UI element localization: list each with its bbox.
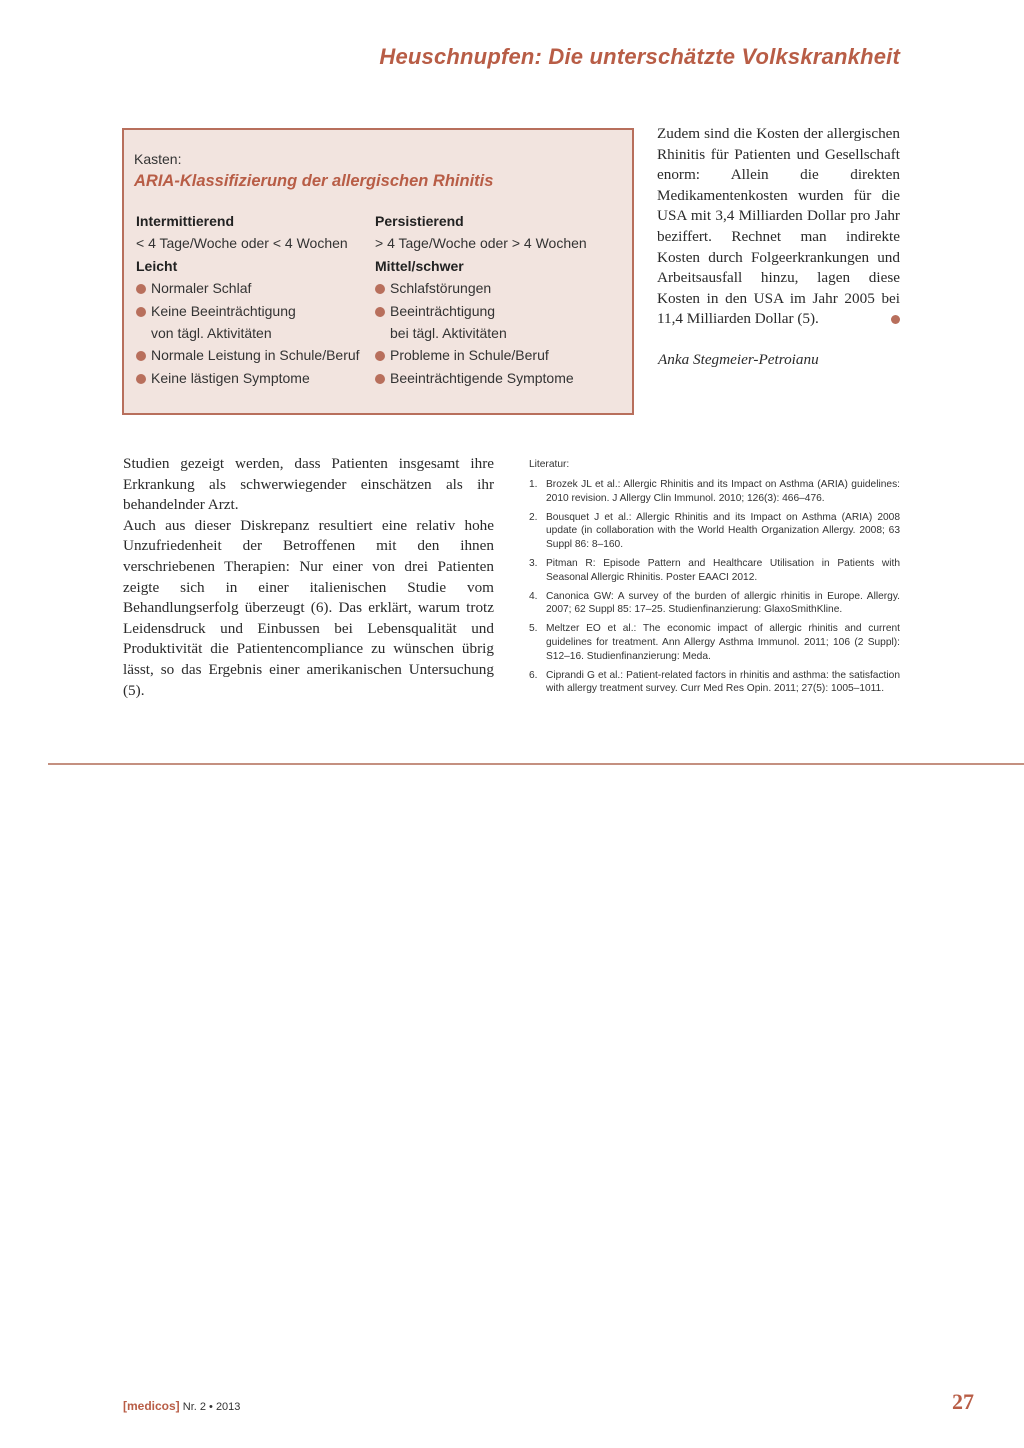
column-heading: Intermittierend: [136, 213, 235, 229]
magazine-brand: [medicos]: [123, 1399, 180, 1413]
list-item: Probleme in Schule/Beruf: [375, 344, 611, 366]
column-criterion: < 4 Tage/Woche oder < 4 Wochen: [136, 235, 348, 252]
list-item: Keine Beeinträchtigung: [136, 300, 372, 322]
bullet-icon: [136, 284, 146, 294]
literature-heading: Literatur:: [529, 459, 570, 470]
author-name: Anka Stegmeier-Petroianu: [658, 351, 819, 368]
list-item: Beeinträchtigende Symptome: [375, 367, 611, 389]
bullet-icon: [375, 284, 385, 294]
horizontal-divider: [48, 763, 1024, 765]
paragraph: Zudem sind die Kosten der allergischen Rhinitis für Patienten und Gesellschaft enorm: Allein die direkten Medikamentenkosten wurden für die USA mit 3,4 Milliarden Dollar pro Jahr beziffert. Rechnet man indirekte Kosten durch Folgeerkrankungen und Arbeitsausfall hinzu, lagen diese Kosten in den USA im Jahr 2005 bei 11,4 Milliarden Dollar (5).: [657, 125, 900, 328]
list-item: Normaler Schlaf: [136, 277, 372, 299]
column-heading: Persistierend: [375, 213, 464, 229]
body-text: [123, 454, 494, 701]
box-label: Kasten:: [134, 151, 182, 167]
end-mark-icon: [891, 315, 900, 324]
severity-heading: Leicht: [136, 257, 178, 274]
box-column-persistent: [375, 210, 611, 389]
list-item-continuation: von tägl. Aktivitäten: [151, 324, 272, 341]
bullet-icon: [136, 374, 146, 384]
list-item-continuation: bei tägl. Aktivitäten: [390, 324, 507, 341]
bullet-icon: [136, 351, 146, 361]
literature-list: [529, 459, 900, 701]
list-item: 1. Brozek JL et al.: Allergic Rhinitis and its Impact on Asthma (ARIA) guidelines: 2010 revision. J Allergy Clin Immunol. 2010; 126(3): 466–476.: [529, 479, 900, 504]
list-item: Normale Leistung in Schule/Beruf: [136, 344, 372, 366]
paragraph: Auch aus dieser Diskrepanz resultiert eine relativ hohe Unzufriedenheit der Betroffenen mit den ihnen verschriebenen Therapien: Nur einer von drei Patienten zeigte sich in einer italienischen Studie vom Behandlungserfolg überzeugt (6). Das erklärt, warum trotz Leidensdruck und Einbussen bei Lebensqualität und Produktivität die Patientencompliance zu wünschen übrig lässt, so das Ergebnis einer amerikanischen Untersuchung (5).: [123, 516, 494, 699]
list-item: 4. Canonica GW: A survey of the burden of allergic rhinitis in Europe. Allergy. 2007; 62 Suppl 85: 17–25. Studienfinanzierung: GlaxoSmithKline.: [529, 590, 900, 616]
list-item: 3. Pitman R: Episode Pattern and Healthcare Utilisation in Patients with Seasonal Allergic Rhinitis. Poster EAACI 2012.: [529, 557, 900, 583]
list-item: 5. Meltzer EO et al.: The economic impact of allergic rhinitis and current guidelines for treatment. Ann Allergy Asthma Immunol. 2011; 106 (2 Suppl): S12–16. Studienfinanzierung: Meda.: [529, 623, 900, 662]
bullet-icon: [375, 374, 385, 384]
running-header-title: Heuschnupfen: Die unterschätzte Volkskrankheit: [379, 44, 900, 69]
list-item: 2. Bousquet J et al.: Allergic Rhinitis and its Impact on Asthma (ARIA) 2008 update (in collaboration with the World Health Organization Allergy. 2008; 63 Suppl 86: 8–160.: [529, 511, 900, 551]
footer: [123, 1399, 240, 1413]
info-box: [122, 128, 634, 415]
list-item: 6. Ciprandi G et al.: Patient-related factors in rhinitis and asthma: the satisfaction with allergy treatment survey. Curr Med Res Opin. 2011; 27(5): 1005–1011.: [529, 669, 900, 695]
bullet-icon: [136, 307, 146, 317]
paragraph: Studien gezeigt werden, dass Patienten insgesamt ihre Erkrankung als schwerwiegender einschätzen als ihr behandelnder Arzt.: [123, 455, 494, 514]
list-item: Beeinträchtigung: [375, 300, 611, 322]
bullet-icon: [375, 351, 385, 361]
box-column-intermittent: [136, 210, 372, 389]
bullet-icon: [375, 307, 385, 317]
box-title: ARIA-Klassifizierung der allergischen Rhinitis: [134, 172, 494, 190]
list-item: Schlafstörungen: [375, 277, 611, 299]
column-criterion: > 4 Tage/Woche oder > 4 Wochen: [375, 235, 587, 252]
list-item: Keine lästigen Symptome: [136, 367, 372, 389]
page-number: 27: [952, 1389, 974, 1414]
severity-heading: Mittel/schwer: [375, 257, 464, 274]
issue-info: Nr. 2 • 2013: [182, 1401, 241, 1413]
right-column-text: [657, 124, 900, 330]
